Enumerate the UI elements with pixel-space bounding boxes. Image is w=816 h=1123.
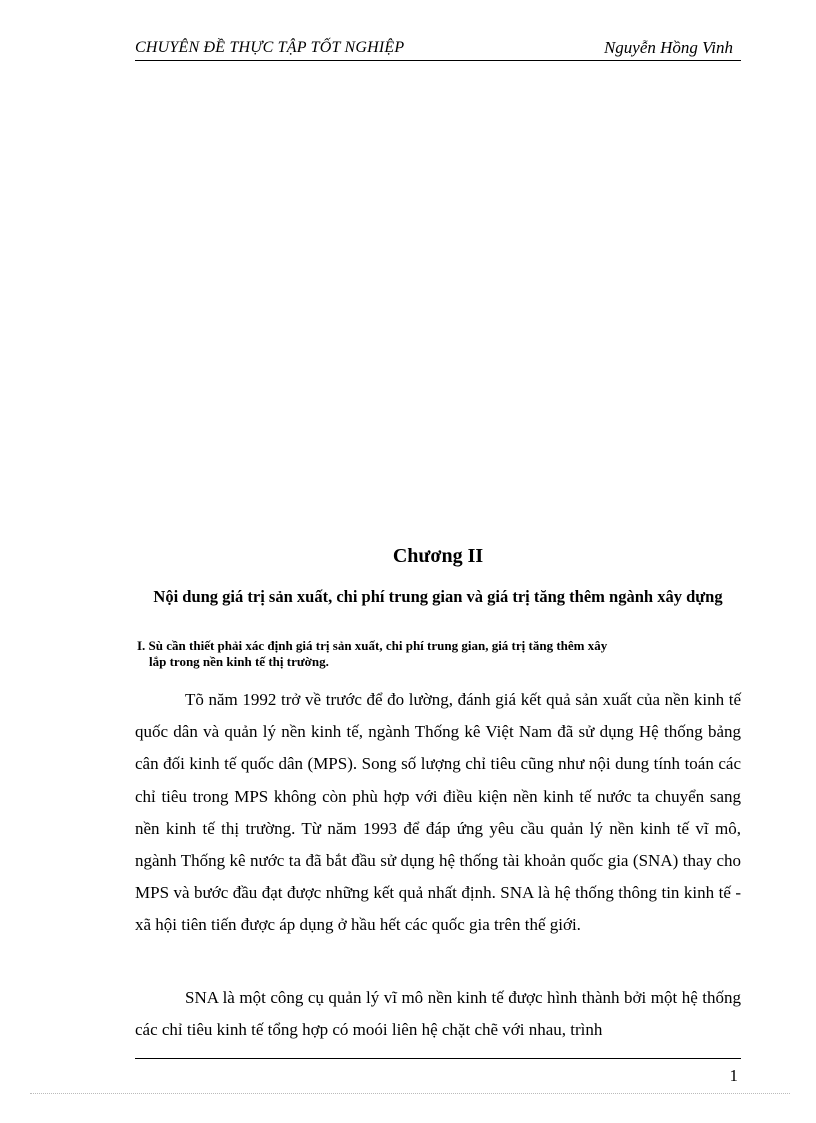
section-heading [137,638,741,670]
chapter-heading: Chương II [392,545,484,567]
footer-divider [135,1058,741,1059]
header-author: Nguyễn Hồng Vinh [603,38,733,57]
section-heading-line-2: lắp trong nền kinh tế thị trường. [149,654,329,669]
page-number: 1 [729,1066,738,1085]
header-document-type: CHUYÊN ĐỀ THỰC TẬP TỐT NGHIỆP [135,39,405,56]
page-bottom-border [30,1093,790,1094]
page-header [135,38,741,61]
body-paragraph-2: SNA là một công cụ quản lý vĩ mô nền kinh tế được hình thành bởi một hệ thống các chỉ tiêu kinh tế tổng hợp có moói liên hệ chặt chẽ với nhau, trình [135,988,741,1040]
chapter-title: Nội dung giá trị sản xuất, chi phí trung gian và giá trị tăng thêm ngành xây dựng [153,587,723,606]
section-heading-line-1: I. Sù cần thiết phải xác định giá trị sản xuất, chi phí trung gian, giá trị tăng thêm xây [137,638,608,653]
body-paragraph-1: Tõ năm 1992 trở về trước để đo lường, đánh giá kết quả sản xuất của nền kinh tế quốc dân và quản lý nền kinh tế, ngành Thống kê Việt Nam đã sử dụng Hệ thống bảng cân đối kinh tế quốc dân (MPS). Song số lượng chỉ tiêu cũng như nội dung tính toán các chỉ tiêu trong MPS không còn phù hợp với điều kiện nền kinh tế nước ta chuyển sang nền kinh tế thị trường. Từ năm 1993 để đáp ứng yêu cầu quản lý nền kinh tế vĩ mô, ngành Thống kê nước ta đã bắt đầu sử dụng hệ thống tài khoản quốc gia (SNA) thay cho MPS và bước đầu đạt được những kết quả nhất định. SNA là hệ thống thông tin kinh tế - xã hội tiên tiến được áp dụng ở hầu hết các quốc gia trên thế giới. [135,690,741,935]
